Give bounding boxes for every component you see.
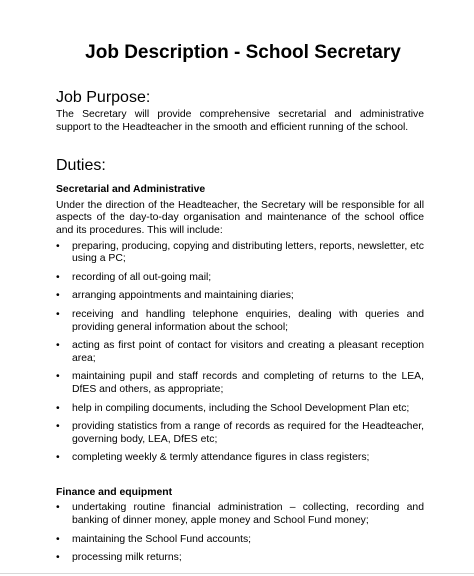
list-item-text: completing weekly & termly attendance figures in class registers; <box>72 452 370 464</box>
list-item-text: acting as first point of contact for visitors and creating a pleasant reception area; <box>72 340 424 364</box>
finance-heading: Finance and equipment <box>56 486 173 498</box>
list-item-text: providing statistics from a range of records as required for the Headteacher, governing body, LEA, DfES etc; <box>72 421 424 445</box>
list-item-text: maintaining the School Fund accounts; <box>72 533 252 545</box>
list-item <box>56 241 424 266</box>
bullet-icon: • <box>56 402 60 414</box>
bullet-icon: • <box>56 308 60 320</box>
list-item <box>56 534 424 547</box>
secretarial-duties-list <box>56 241 424 465</box>
list-item-text: undertaking routine financial administration – collecting, recording and banking of dinner money, apple money and School Fund money; <box>72 502 424 527</box>
page-bottom-divider <box>0 573 474 574</box>
bullet-icon: • <box>56 533 60 545</box>
bullet-icon: • <box>56 371 60 383</box>
bullet-icon: • <box>56 290 60 302</box>
list-item <box>56 403 424 416</box>
list-item <box>56 421 424 446</box>
document-title: Job Description - School Secretary <box>85 42 401 63</box>
job-purpose-text: The Secretary will provide comprehensive secretarial and administrative support to the Headteacher in the smooth and efficient running of the school. <box>56 109 424 133</box>
list-item-text: help in compiling documents, including the School Development Plan etc; <box>72 402 410 414</box>
list-item <box>56 371 424 396</box>
list-item <box>56 309 424 334</box>
bullet-icon: • <box>56 502 60 514</box>
list-item <box>56 452 424 465</box>
bullet-icon: • <box>56 421 60 433</box>
bullet-icon: • <box>56 552 60 564</box>
list-item <box>56 340 424 365</box>
list-item-text: recording of all out-going mail; <box>72 271 212 283</box>
list-item-text: maintaining pupil and staff records and completing of returns to the LEA, DfES and others, as appropriate; <box>72 371 424 395</box>
list-item-text: preparing, producing, copying and distributing letters, reports, newsletter, etc using a PC; <box>72 240 424 265</box>
bullet-icon: • <box>56 240 60 252</box>
list-item <box>56 272 424 285</box>
bullet-icon: • <box>56 452 60 464</box>
secretarial-intro-text: Under the direction of the Headteacher, the Secretary will be responsible for all aspects of the day-to-day organisation and maintenance of the school office and its procedures. This will include: <box>56 199 424 236</box>
bullet-icon: • <box>56 271 60 283</box>
job-purpose-heading: Job Purpose: <box>56 89 151 106</box>
list-item <box>56 290 424 303</box>
list-item <box>56 552 424 565</box>
list-item-text: arranging appointments and maintaining diaries; <box>72 290 294 302</box>
bullet-icon: • <box>56 340 60 352</box>
list-item-text: receiving and handling telephone enquiries, dealing with queries and providing general information about the school; <box>72 308 424 333</box>
list-item <box>56 502 424 527</box>
finance-duties-list <box>56 502 424 564</box>
list-item-text: processing milk returns; <box>72 552 182 564</box>
duties-heading: Duties: <box>56 157 106 175</box>
secretarial-heading: Secretarial and Administrative <box>56 184 206 196</box>
